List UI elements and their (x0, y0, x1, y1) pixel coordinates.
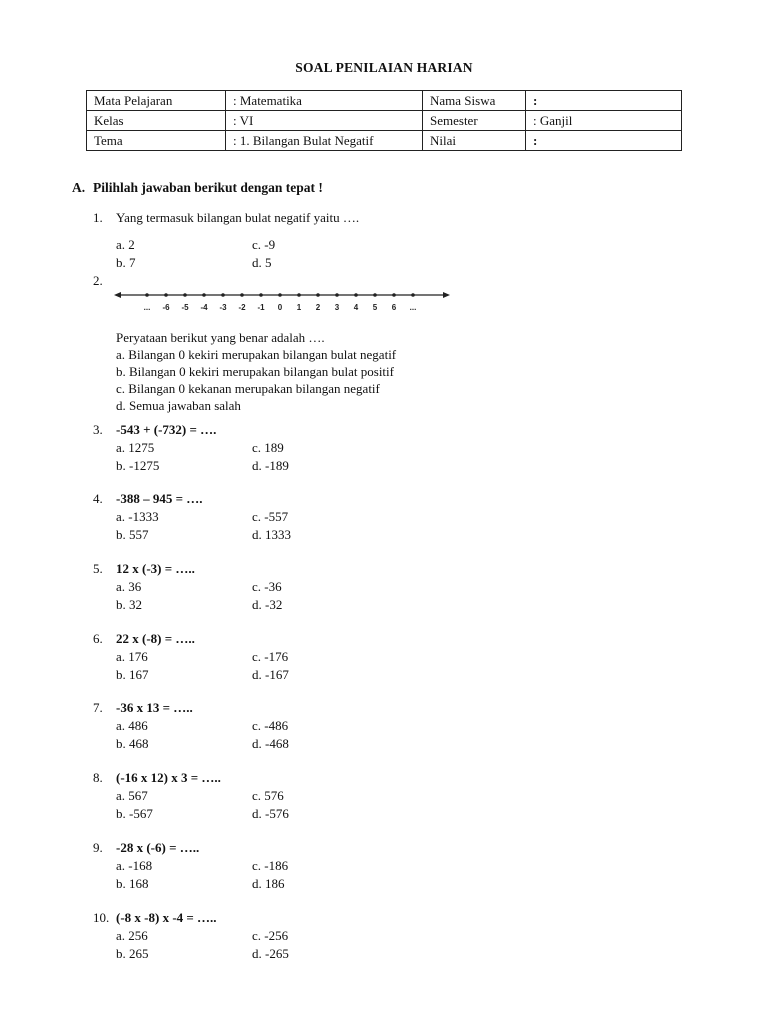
number-line-point (335, 293, 339, 297)
table-cell: : VI (226, 111, 423, 131)
number-line-label: 1 (296, 303, 302, 312)
option-c: c. -557 (252, 509, 289, 524)
number-line-point (373, 293, 377, 297)
statement-b: b. Bilangan 0 kekiri merupakan bilangan bulat positif (116, 364, 394, 379)
section-text: Pilihlah jawaban berikut dengan tepat ! (93, 180, 323, 195)
question-number: 6. (93, 631, 103, 646)
option-d: d. -576 (252, 806, 289, 821)
page-title: SOAL PENILAIAN HARIAN (295, 60, 473, 75)
question-number: 10. (93, 910, 110, 925)
table-cell: : 1. Bilangan Bulat Negatif (226, 131, 423, 151)
number-line-point (411, 293, 415, 297)
number-line-point (145, 293, 149, 297)
section-label: A. (72, 180, 86, 195)
student-info-table (86, 90, 682, 151)
option-d: d. -189 (252, 458, 289, 473)
number-line-point (297, 293, 301, 297)
option-a: a. 486 (116, 718, 148, 733)
option-b: b. 468 (116, 736, 149, 751)
number-line-point (202, 293, 206, 297)
table-cell: Mata Pelajaran (87, 91, 226, 111)
option-d: d. 5 (252, 255, 272, 270)
option-b: b. 32 (116, 597, 142, 612)
statement-a: a. Bilangan 0 kekiri merupakan bilangan bulat negatif (116, 347, 397, 362)
number-line-label: 6 (391, 303, 397, 312)
arrow-right-icon (443, 292, 450, 298)
option-c: c. -176 (252, 649, 289, 664)
number-line-label: -3 (219, 303, 227, 312)
option-b: b. -1275 (116, 458, 160, 473)
option-d: d. 186 (252, 876, 285, 891)
option-a: a. 1275 (116, 440, 155, 455)
number-line-label: -5 (181, 303, 189, 312)
option-a: a. -168 (116, 858, 153, 873)
option-b: b. -567 (116, 806, 153, 821)
question-number: 3. (93, 422, 103, 437)
option-a: a. 2 (116, 237, 135, 252)
table-cell: Tema (87, 131, 226, 151)
arrow-left-icon (114, 292, 121, 298)
question-number: 4. (93, 491, 103, 506)
question-stem: 22 x (-8) = ….. (116, 631, 195, 646)
number-line-label: ... (409, 303, 417, 312)
section-heading (72, 180, 323, 196)
number-line-point (221, 293, 225, 297)
question-stem: (-16 x 12) x 3 = ….. (116, 770, 221, 785)
statement-d: d. Semua jawaban salah (116, 398, 241, 413)
option-c: c. -256 (252, 928, 289, 943)
question-stem: 12 x (-3) = ….. (116, 561, 195, 576)
question-number: 9. (93, 840, 103, 855)
option-d: d. -265 (252, 946, 289, 961)
table-cell: : Ganjil (526, 111, 682, 131)
number-line-label: -1 (257, 303, 265, 312)
option-c: c. -9 (252, 237, 276, 252)
option-b: b. 557 (116, 527, 149, 542)
number-line-point (183, 293, 187, 297)
question-stem: Peryataan berikut yang benar adalah …. (116, 330, 325, 345)
question-stem: -543 + (-732) = …. (116, 422, 217, 437)
number-line-point (316, 293, 320, 297)
option-a: a. 567 (116, 788, 148, 803)
option-b: b. 7 (116, 255, 136, 270)
number-line-label: -6 (162, 303, 170, 312)
number-line-label: -2 (238, 303, 246, 312)
table-row (87, 91, 682, 111)
question-stem: -388 – 945 = …. (116, 491, 203, 506)
option-c: c. 189 (252, 440, 284, 455)
option-c: c. -36 (252, 579, 282, 594)
option-c: c. -486 (252, 718, 289, 733)
question-number: 8. (93, 770, 103, 785)
question-number: 7. (93, 700, 103, 715)
table-cell: Nilai (423, 131, 526, 151)
number-line-label: -4 (200, 303, 208, 312)
option-a: a. -1333 (116, 509, 159, 524)
number-line-point (259, 293, 263, 297)
number-line-label: 2 (315, 303, 321, 312)
table-cell: : Matematika (226, 91, 423, 111)
option-d: d. -468 (252, 736, 289, 751)
number-line-label: ... (143, 303, 151, 312)
number-line-point (278, 293, 282, 297)
number-line-label: 3 (334, 303, 340, 312)
table-row (87, 111, 682, 131)
option-b: b. 167 (116, 667, 149, 682)
number-line-label: 0 (277, 303, 283, 312)
option-b: b. 168 (116, 876, 149, 891)
table-cell: : (526, 91, 682, 111)
number-line-point (392, 293, 396, 297)
question-number: 1. (93, 210, 103, 225)
question-stem: Yang termasuk bilangan bulat negatif yaitu …. (116, 210, 360, 225)
option-d: d. -167 (252, 667, 289, 682)
number-line-point (164, 293, 168, 297)
number-line-point (240, 293, 244, 297)
option-a: a. 256 (116, 928, 148, 943)
number-line-point (354, 293, 358, 297)
option-b: b. 265 (116, 946, 149, 961)
table-cell: Kelas (87, 111, 226, 131)
question-stem: -28 x (-6) = ….. (116, 840, 200, 855)
number-line (114, 288, 450, 314)
question-stem: (-8 x -8) x -4 = ….. (116, 910, 217, 925)
option-d: d. 1333 (252, 527, 291, 542)
table-cell: : (526, 131, 682, 151)
option-c: c. 576 (252, 788, 284, 803)
table-cell: Semester (423, 111, 526, 131)
option-a: a. 176 (116, 649, 148, 664)
question-number: 2. (93, 273, 103, 288)
option-d: d. -32 (252, 597, 283, 612)
statement-c: c. Bilangan 0 kekanan merupakan bilangan negatif (116, 381, 380, 396)
number-line-label: 4 (353, 303, 359, 312)
number-line-label: 5 (372, 303, 378, 312)
option-c: c. -186 (252, 858, 289, 873)
table-row (87, 131, 682, 151)
question-number: 5. (93, 561, 103, 576)
table-cell: Nama Siswa (423, 91, 526, 111)
question-stem: -36 x 13 = ….. (116, 700, 193, 715)
option-a: a. 36 (116, 579, 142, 594)
